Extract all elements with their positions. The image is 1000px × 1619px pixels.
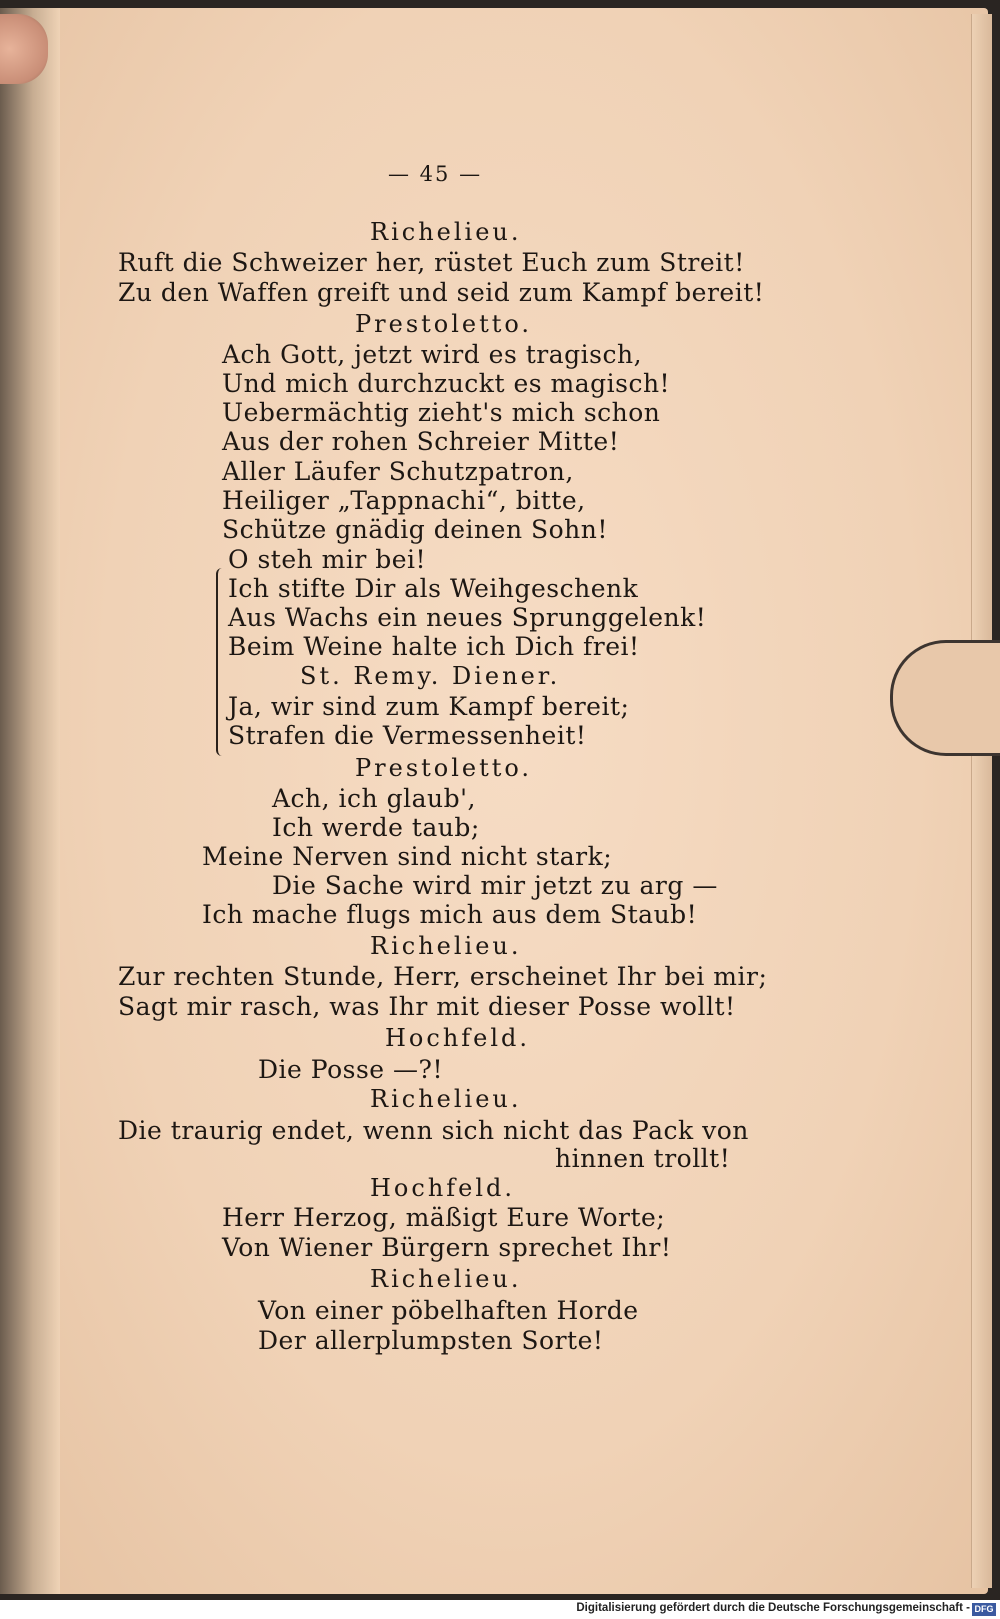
- verse-line: Ich mache flugs mich aus dem Staub!: [202, 900, 698, 929]
- verse-line: Der allerplumpsten Sorte!: [258, 1326, 604, 1355]
- verse-line: Ja, wir sind zum Kampf bereit;: [228, 692, 630, 721]
- verse-line: O steh mir bei!: [228, 545, 427, 574]
- verse-line: Aus Wachs ein neues Sprunggelenk!: [228, 603, 707, 632]
- page-number: — 45 —: [388, 162, 483, 186]
- verse-line: Ach, ich glaub',: [272, 784, 476, 813]
- verse-line: Zu den Waffen greift und seid zum Kampf bereit!: [118, 278, 765, 307]
- verse-line: Ich werde taub;: [272, 813, 480, 842]
- verse-line: Uebermächtig zieht's mich schon: [222, 398, 661, 427]
- verse-line: Von Wiener Bürgern sprechet Ihr!: [222, 1233, 672, 1262]
- footer-credit: Digitalisierung gefördert durch die Deutsche Forschungsgemeinschaft -: [576, 1602, 970, 1614]
- verse-line: Beim Weine halte ich Dich frei!: [228, 632, 640, 661]
- verse-line: Ich stifte Dir als Weihgeschenk: [228, 574, 639, 603]
- verse-line: Herr Herzog, mäßigt Eure Worte;: [222, 1203, 666, 1232]
- verse-line: Strafen die Vermessenheit!: [228, 721, 587, 750]
- speaker-name: St. Remy. Diener.: [300, 662, 561, 690]
- verse-line: Ach Gott, jetzt wird es tragisch,: [222, 340, 643, 369]
- page-stack-edge: [971, 14, 992, 1588]
- verse-line: Schütze gnädig deinen Sohn!: [222, 515, 608, 544]
- page-clip: [890, 640, 1000, 756]
- verse-line: Aller Läufer Schutzpatron,: [222, 457, 574, 486]
- dfg-logo: DFG: [972, 1603, 996, 1616]
- verse-line: Zur rechten Stunde, Herr, erscheinet Ihr bei mir;: [118, 962, 768, 991]
- verse-brace: [216, 568, 228, 756]
- speaker-name: Richelieu.: [370, 218, 522, 246]
- speaker-name: Richelieu.: [370, 1085, 522, 1113]
- speaker-name: Prestoletto.: [355, 754, 533, 782]
- verse-line: Und mich durchzuckt es magisch!: [222, 369, 671, 398]
- page-gutter: [0, 8, 60, 1594]
- verse-line: Aus der rohen Schreier Mitte!: [222, 427, 620, 456]
- verse-line: Die traurig endet, wenn sich nicht das Pack von: [118, 1116, 749, 1145]
- verse-line: Sagt mir rasch, was Ihr mit dieser Posse wollt!: [118, 992, 736, 1021]
- speaker-name: Richelieu.: [370, 1265, 522, 1293]
- verse-line: Heiliger „Tappnachi“, bitte,: [222, 486, 586, 515]
- speaker-name: Richelieu.: [370, 932, 522, 960]
- verse-line: Die Sache wird mir jetzt zu arg —: [272, 871, 718, 900]
- verse-line: Meine Nerven sind nicht stark;: [202, 842, 613, 871]
- speaker-name: Prestoletto.: [355, 310, 533, 338]
- speaker-name: Hochfeld.: [385, 1024, 531, 1052]
- thumb-image: [0, 14, 48, 84]
- verse-line: Die Posse —?!: [258, 1055, 443, 1084]
- verse-line: hinnen trollt!: [555, 1144, 731, 1173]
- verse-line: Ruft die Schweizer her, rüstet Euch zum Streit!: [118, 248, 745, 277]
- verse-line: Von einer pöbelhaften Horde: [258, 1296, 639, 1325]
- speaker-name: Hochfeld.: [370, 1174, 516, 1202]
